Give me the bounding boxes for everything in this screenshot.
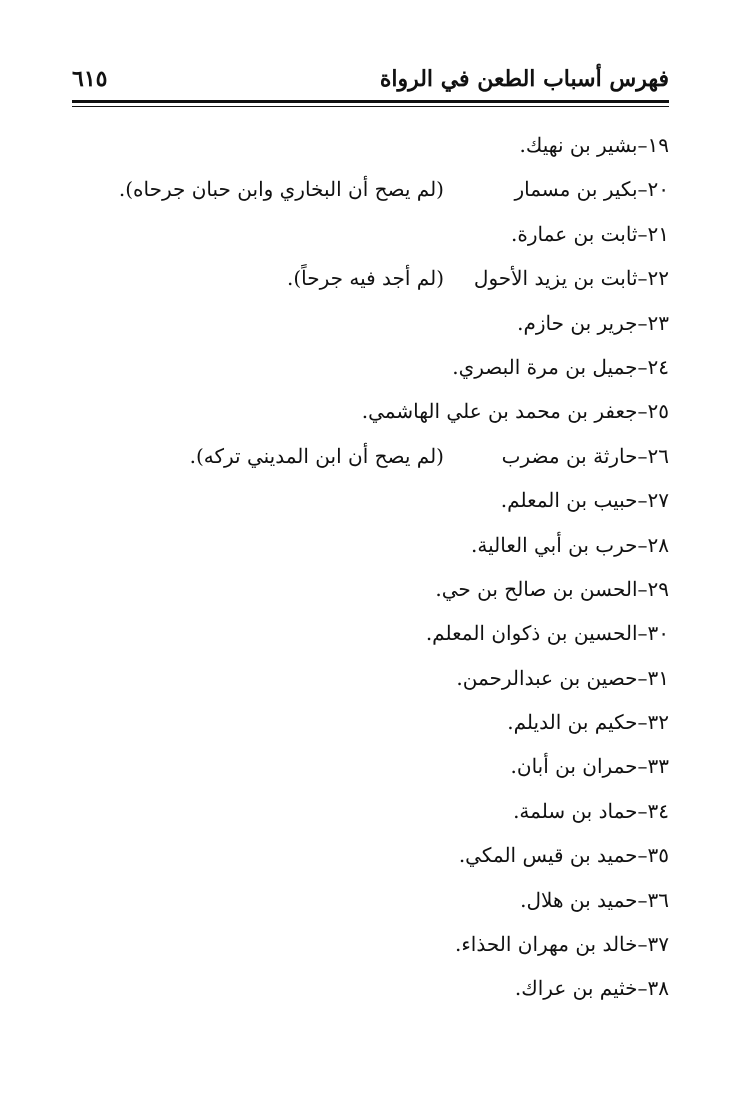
narrator-name: حصين بن عبدالرحمن. [456,665,638,690]
entry-number: ٣٢ [647,710,669,735]
entry-number: ٣٦ [647,887,669,912]
narrator-name: خثيم بن عراك. [514,976,638,1001]
narrator-list [100,128,669,1016]
list-item: ٢٣–جرير بن حازم. [517,310,669,335]
entry-number: ٣٧ [647,932,669,957]
narrator-name: حمران بن أبان. [510,754,638,779]
narrator-name: ثابت بن يزيد الأحول [473,266,638,291]
running-title: فهرس أسباب الطعن في الرواة [379,66,669,92]
entry-number: ٢٨ [647,532,669,557]
narrator-name: حميد بن هلال. [520,887,638,912]
list-item: ٣٠–الحسين بن ذكوان المعلم. [425,621,669,646]
list-item: ٣٢–حكيم بن الديلم. [507,710,669,735]
header-rule-thick [72,100,669,103]
entry-number: ٣٠ [647,621,669,646]
narrator-name: حماد بن سلمة. [513,798,638,823]
entry-number: ٣٨ [647,976,669,1001]
page-header [72,66,669,100]
entry-note: (لم يصح أن ابن المديني تركه). [189,443,444,468]
header-rule-thin [72,106,669,107]
entry-number: ١٩ [647,133,669,157]
entry-number: ٣٣ [647,754,669,779]
list-item: ٣٣–حمران بن أبان. [510,754,669,779]
list-item: ٢٦–حارثة بن مضرب (لم يصح أن ابن المديني تركه). [100,439,669,483]
entry-number: ٣٤ [647,798,669,823]
list-item: ٢٤–جميل بن مرة البصري. [452,354,669,379]
entry-note: (لم أجد فيه جرحاً). [286,266,444,291]
list-item: ٣١–حصين بن عبدالرحمن. [456,665,669,690]
narrator-name: خالد بن مهران الحذاء. [455,932,638,957]
list-item: ٢٧–حبيب بن المعلم. [500,488,669,513]
entry-number: ٢١ [647,221,669,246]
entry-number: ٢٧ [647,488,669,513]
list-item: ١٩–بشير بن نهيك. [519,133,669,157]
list-item: ٢٢–ثابت بن يزيد الأحول (لم أجد فيه جرحاً). [100,261,669,305]
narrator-name: حبيب بن المعلم. [500,488,638,513]
narrator-name: حارثة بن مضرب [501,443,638,468]
list-item: ٢٥–جعفر بن محمد بن علي الهاشمي. [361,399,669,424]
entry-note: (لم يصح أن البخاري وابن حبان جرحاه). [118,177,444,202]
list-item: ٢٠–بكير بن مسمار (لم يصح أن البخاري وابن حبان جرحاه). [100,172,669,216]
entry-number: ٣٥ [647,843,669,868]
narrator-name: جعفر بن محمد بن علي الهاشمي. [361,399,638,424]
entry-number: ٢٠ [647,177,669,202]
entry-number: ٢٩ [647,576,669,601]
narrator-name: ثابت بن عمارة. [511,221,638,246]
narrator-name: بشير بن نهيك. [519,133,638,157]
entry-number: ٢٣ [647,310,669,335]
narrator-name: حميد بن قيس المكي. [458,843,638,868]
list-item: ٢٩–الحسن بن صالح بن حي. [435,576,669,601]
list-item: ٣٦–حميد بن هلال. [520,887,669,912]
entry-number: ٣١ [647,665,669,690]
narrator-name: حكيم بن الديلم. [507,710,638,735]
narrator-name: حرب بن أبي العالية. [471,532,638,557]
page-number: ٦١٥ [72,66,108,92]
narrator-name: جرير بن حازم. [517,310,638,335]
list-item: ٣٤–حماد بن سلمة. [513,798,669,823]
list-item: ٢٨–حرب بن أبي العالية. [471,532,669,557]
narrator-name: الحسين بن ذكوان المعلم. [425,621,638,646]
list-item: ٣٧–خالد بن مهران الحذاء. [455,932,669,957]
narrator-name: بكير بن مسمار [514,177,638,202]
narrator-name: الحسن بن صالح بن حي. [435,576,638,601]
list-item: ٢١–ثابت بن عمارة. [511,221,669,246]
entry-number: ٢٢ [647,266,669,291]
entry-number: ٢٦ [647,443,669,468]
list-item: ٣٥–حميد بن قيس المكي. [458,843,669,868]
narrator-name: جميل بن مرة البصري. [452,354,638,379]
list-item: ٣٨–خثيم بن عراك. [514,976,669,1001]
entry-number: ٢٤ [647,354,669,379]
entry-number: ٢٥ [647,399,669,424]
